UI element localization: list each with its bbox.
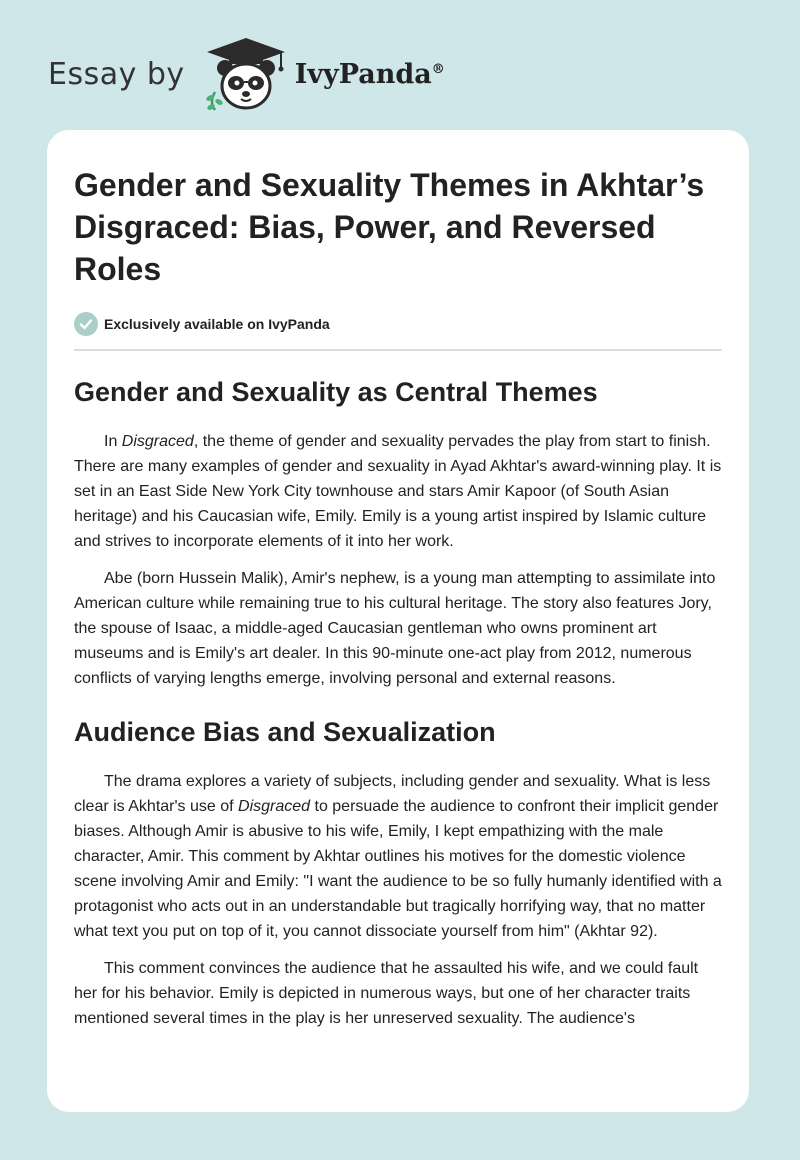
site-header-brand[interactable] (48, 34, 445, 114)
play-title-emphasis: Disgraced (121, 433, 194, 450)
title-divider (74, 349, 722, 351)
article-card (47, 130, 749, 1112)
section-heading: Gender and Sexuality as Central Themes (74, 377, 598, 407)
exclusive-badge (74, 312, 722, 336)
paragraph-text: The drama explores a variety of subjects, including gender and sexuality. What is less clear is Akhtar's use of (74, 773, 711, 815)
article-title: Gender and Sexuality Themes in Akhtar’s Disgraced: Bias, Power, and Reversed Roles (74, 167, 705, 287)
paragraph (74, 429, 722, 554)
paragraph (74, 769, 722, 944)
paragraph: This comment convinces the audience that he assaulted his wife, and we could fault her for his behavior. Emily is depicted in numerous ways, but one of her character traits mentioned several times in the play is her unreserved sexuality. The audience's (74, 960, 699, 1027)
brand-name-text: IvyPanda (294, 58, 432, 90)
brand-prefix: Essay by (48, 56, 185, 92)
section-heading: Audience Bias and Sexualization (74, 717, 496, 747)
paragraph-text: to persuade the audience to confront their implicit gender biases. Although Amir is abusive to his wife, Emily, I kept empathizing with the male character, Amir. This comment by Akhtar outlines his motives for the domestic violence scene involving Amir and Emily: "I want the audience to be so fully humanly identified with a protagonist who acts out in an understandable but tragically horrifying way, that no matter what text you put on top of it, you cannot dissociate yourself from him" (Akhtar 92). (74, 798, 722, 940)
paragraph-text: , the theme of gender and sexuality pervades the play from start to finish. There are many examples of gender and sexuality in Ayad Akhtar's award-winning play. It is set in an East Side New York City townhouse and stars Amir Kapoor (of South Asian heritage) and his Caucasian wife, Emily. Emily is a young artist inspired by Islamic culture and strives to incorporate elements of it into her work. (74, 433, 722, 550)
brand-name (295, 59, 445, 90)
check-circle-icon (74, 312, 98, 336)
ivypanda-logo-icon (201, 36, 291, 112)
paragraph: Abe (born Hussein Malik), Amir's nephew, is a young man attempting to assimilate into American culture while remaining true to his cultural heritage. The story also features Jory, the spouse of Isaac, a middle-aged Caucasian gentleman who owns prominent art museums and is Emily's art dealer. In this 90-minute one-act play from 2012, numerous conflicts of varying lengths emerge, involving personal and external reasons. (74, 570, 716, 687)
exclusive-label: Exclusively available on IvyPanda (104, 316, 330, 332)
registered-mark: ® (431, 61, 445, 77)
paragraph-text: In (104, 433, 122, 450)
play-title-emphasis: Disgraced (238, 798, 311, 815)
